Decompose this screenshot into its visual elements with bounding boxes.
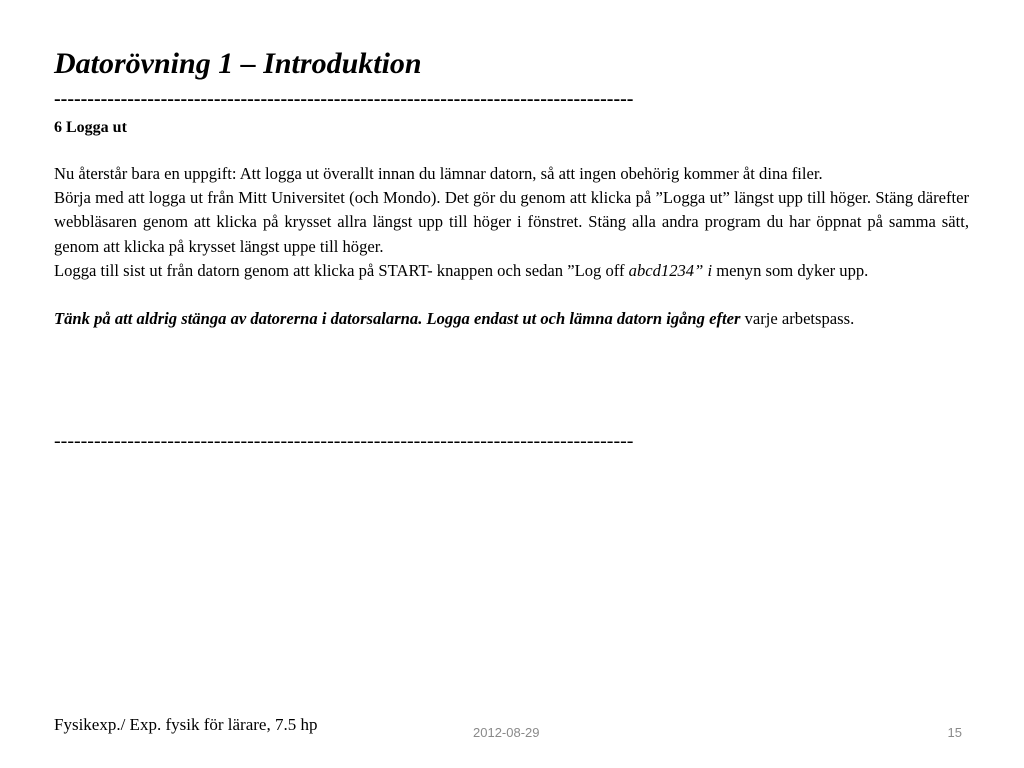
section-heading: 6 Logga ut: [54, 119, 127, 136]
separator-top: ---------------------------------------------------------------------------------------: [54, 88, 634, 110]
note-emphasis: Tänk på att aldrig stänga av datorerna i datorsalarna. Logga endast ut och lämna datorn igång efter: [54, 309, 741, 329]
footer-date: 2012-08-29: [473, 725, 540, 740]
paragraph-intro: Nu återstår bara en uppgift: Att logga ut överallt innan du lämnar datorn, så att ingen obehörig kommer åt dina filer.: [54, 164, 823, 183]
paragraph-logoff-computer: [54, 259, 969, 283]
paragraph-logout-steps: Börja med att logga ut från Mitt Universitet (och Mondo). Det gör du genom att klicka på ”Logga ut” längst upp till höger. Stäng därefter webbläsaren genom att klicka på krysset allra längst upp till höger i fönstret. Stäng alla andra program du har öppnat på samma sätt, genom att klicka på krysset längst uppe till höger.: [54, 188, 969, 256]
slide-title: Datorövning 1 – Introduktion: [54, 47, 422, 80]
note-paragraph: [54, 307, 969, 331]
note-plain: varje arbetspass.: [740, 309, 855, 329]
paragraph-gap: [54, 283, 969, 307]
footer-course: Fysikexp./ Exp. fysik för lärare, 7.5 hp: [54, 715, 318, 734]
body-text: [54, 162, 969, 331]
paragraph-logoff-end: menyn som dyker upp.: [712, 260, 869, 280]
separator-bottom: ---------------------------------------------------------------------------------------: [54, 430, 634, 452]
paragraph-logoff-start: Logga till sist ut från datorn genom att klicka på START- knappen och sedan ”Log off: [54, 260, 629, 280]
footer-page-number: 15: [947, 725, 962, 740]
paragraph-logoff-username: abcd1234” i: [628, 260, 713, 280]
